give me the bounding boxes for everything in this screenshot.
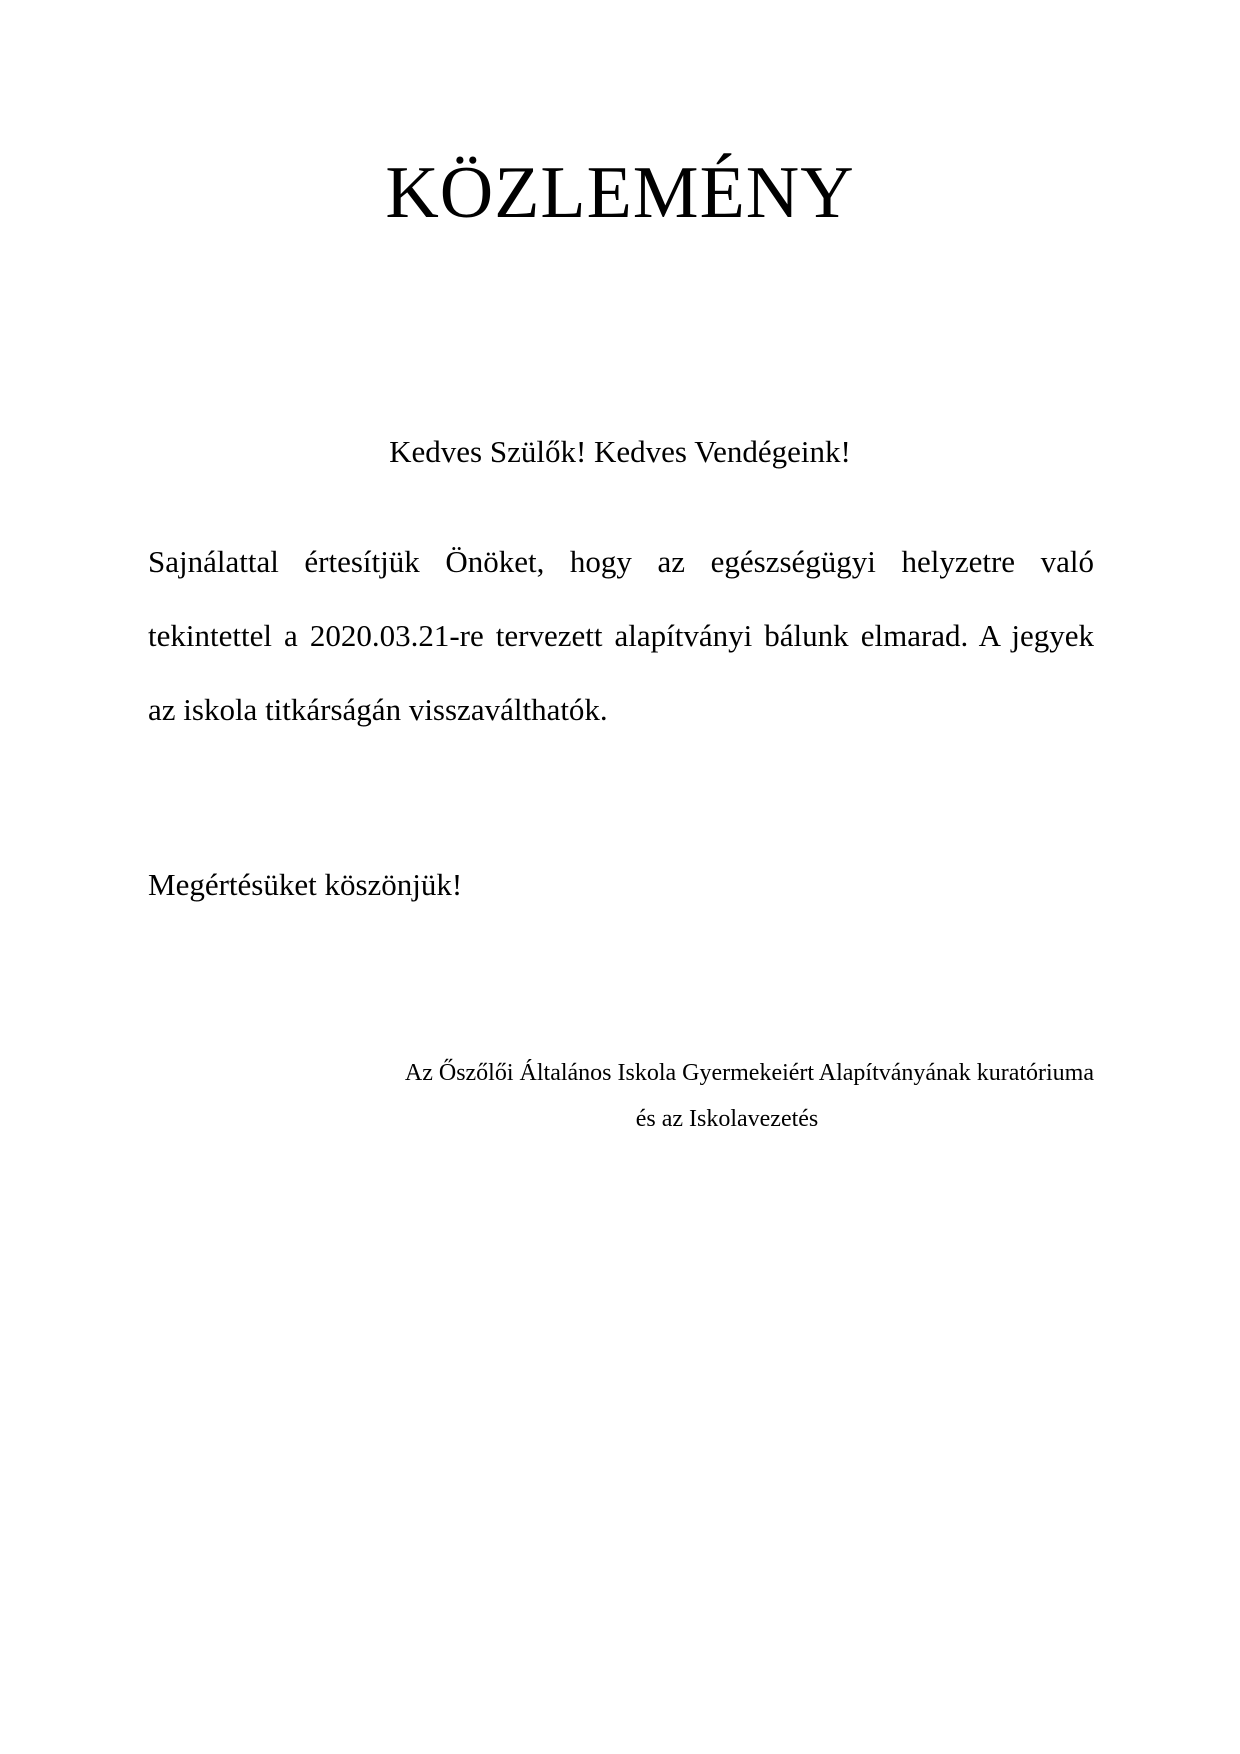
- announcement-body: Sajnálattal értesítjük Önöket, hogy az egészségügyi helyzetre való tekintettel a 2020.03.21-re tervezett alapítványi bálunk elmarad. A jegyek az iskola titkárságán visszaválthatók.: [148, 544, 1094, 727]
- signature-line-foundation: Az Őszőlői Általános Iskola Gyermekeiért Alapítványának kuratóriuma: [404, 1060, 1094, 1086]
- signature-line-management: és az Iskolavezetés: [635, 1106, 819, 1132]
- greeting: Kedves Szülők! Kedves Vendégeink!: [389, 434, 851, 469]
- closing-thanks: Megértésüket köszönjük!: [148, 867, 463, 902]
- document-title: KÖZLEMÉNY: [385, 152, 855, 234]
- signature-block: [360, 1050, 1094, 1142]
